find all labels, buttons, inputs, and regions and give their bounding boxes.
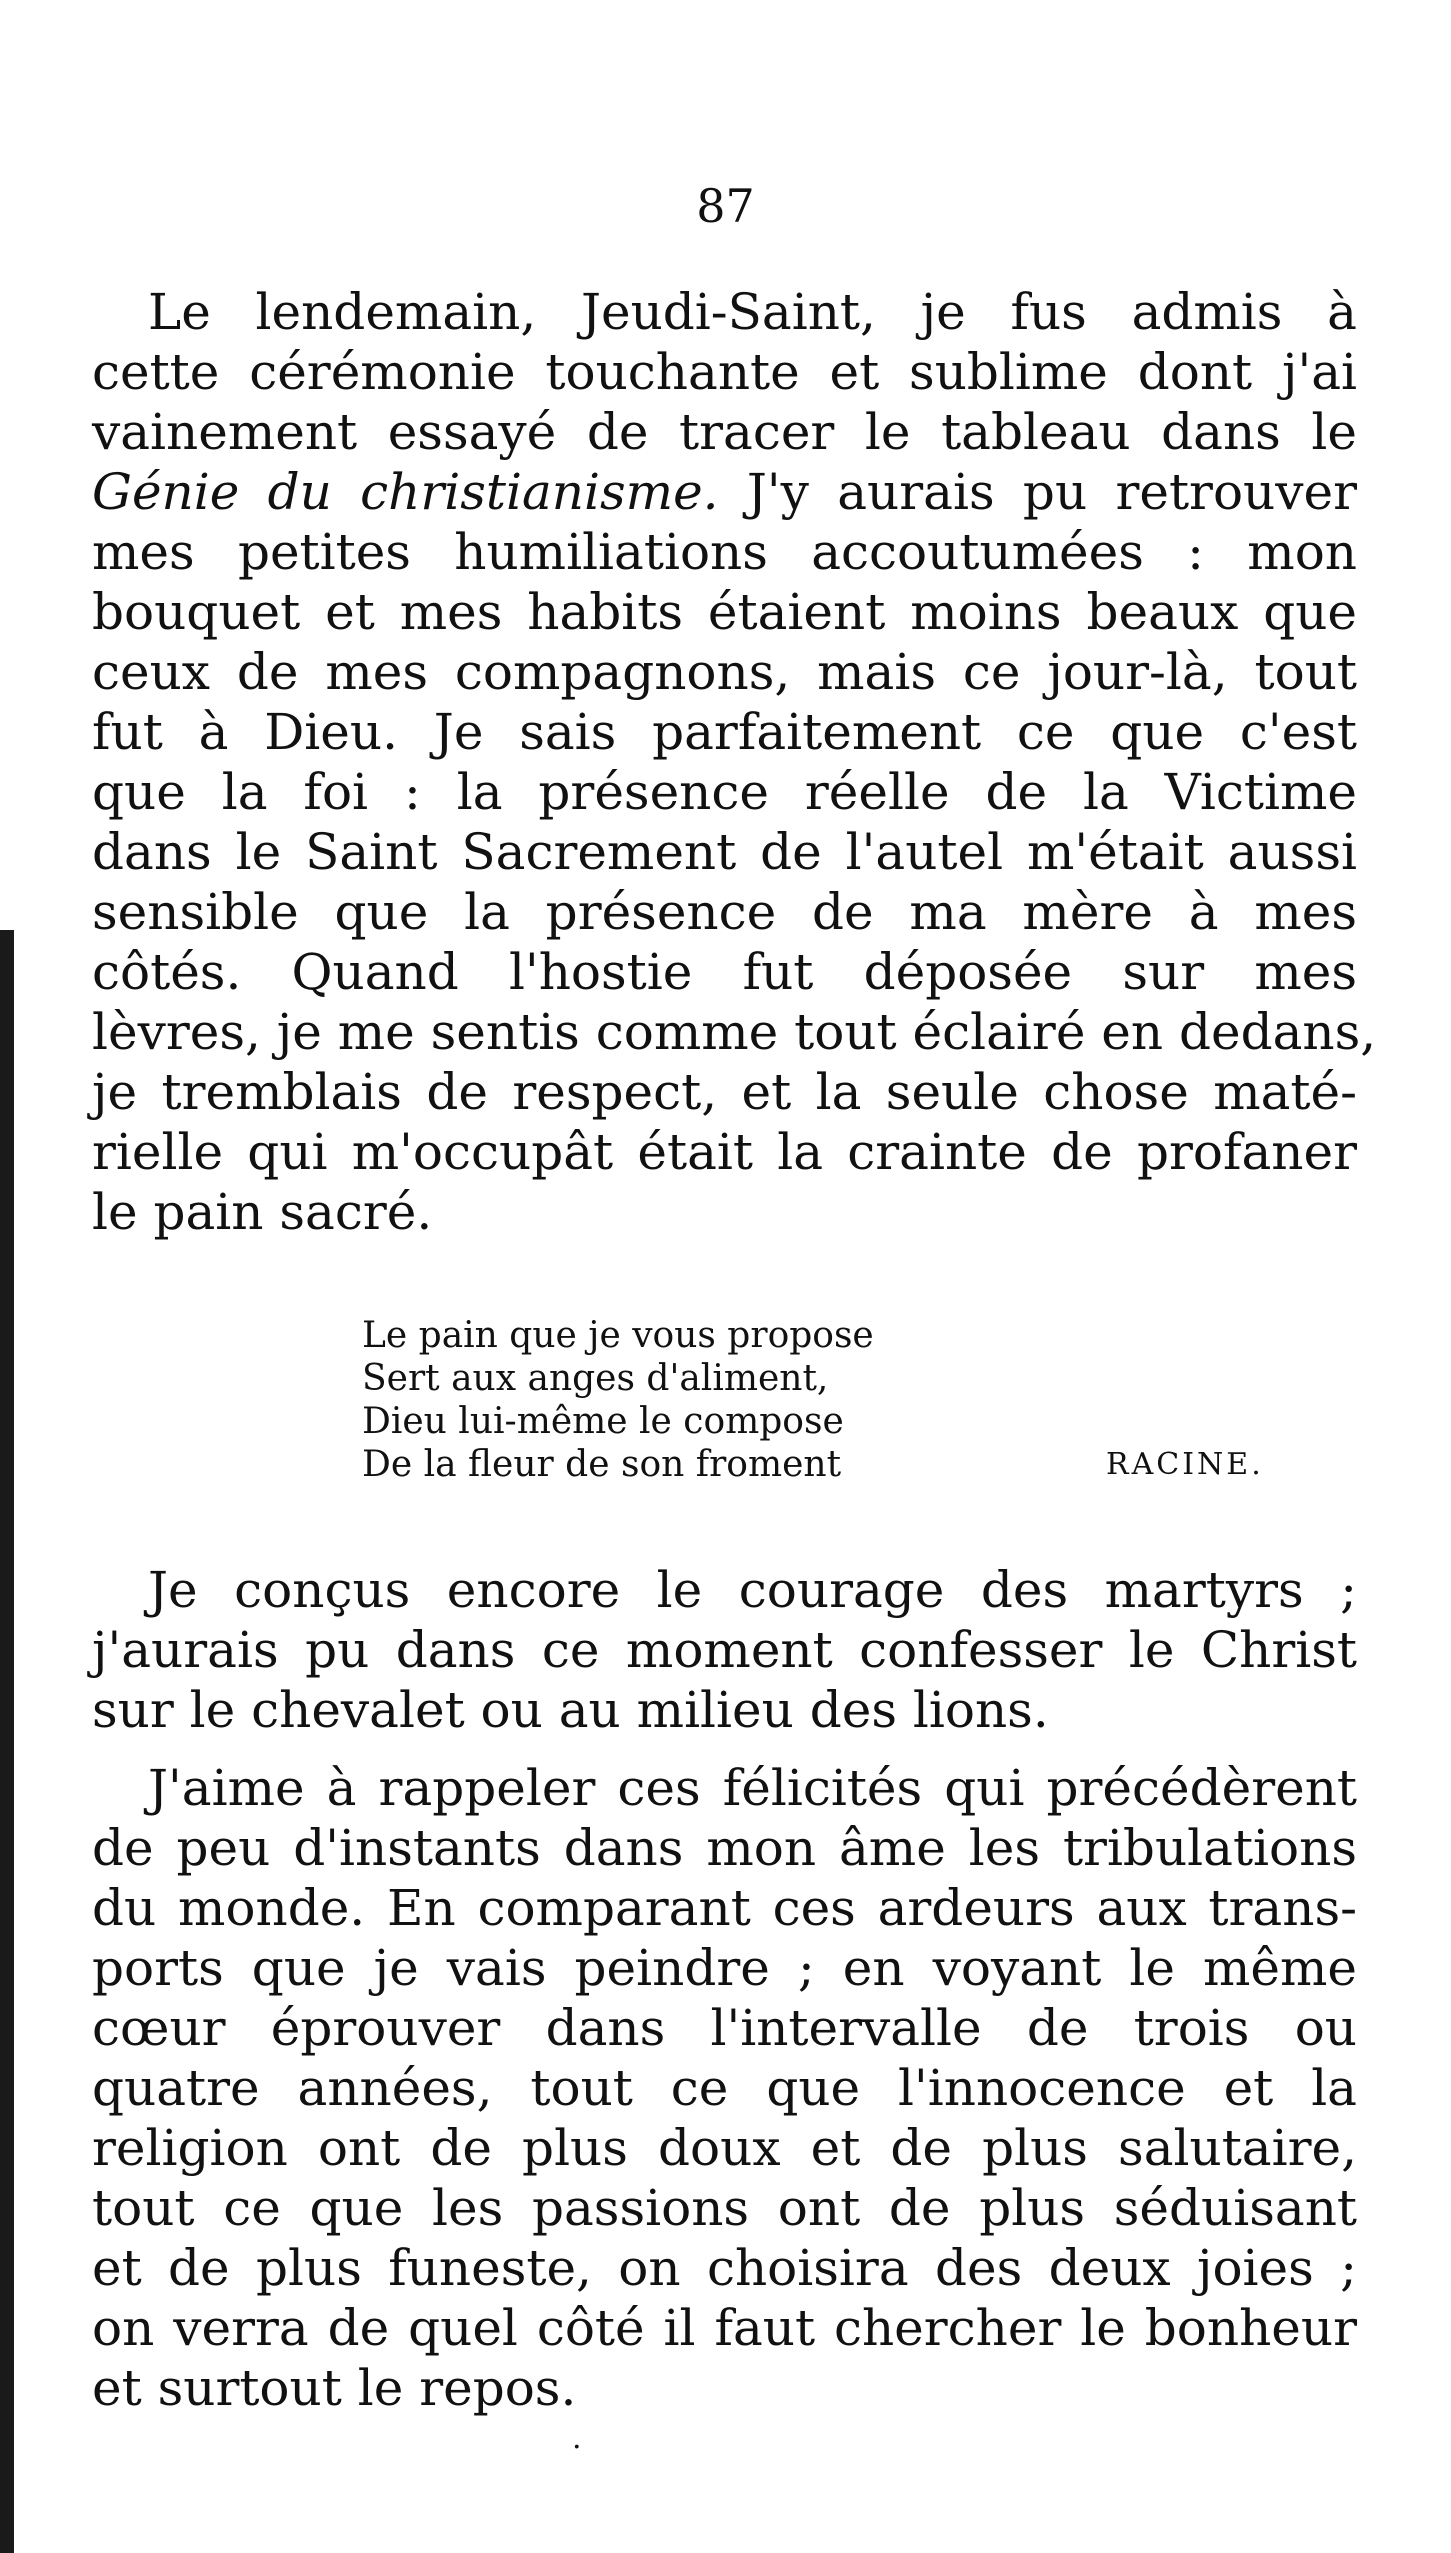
page-edge-shadow [0, 930, 14, 2553]
text-line: de peu d'instants dans mon âme les tribulations [92, 1819, 1357, 1877]
text-line-with-title [92, 462, 1357, 522]
text-line: vainement essayé de tracer le tableau dans le [92, 403, 1357, 461]
text-line: tout ce que les passions ont de plus séduisant [92, 2179, 1357, 2237]
text-line: du monde. En comparant ces ardeurs aux trans- [92, 1879, 1357, 1937]
text-line: J'aime à rappeler ces félicités qui précédèrent [148, 1759, 1357, 1817]
text-line: rielle qui m'occupât était la crainte de profaner [92, 1123, 1357, 1181]
page-number: 87 [696, 179, 755, 233]
paragraph-1 [92, 282, 1377, 1242]
verse-attribution: RACINE. [1106, 1447, 1264, 1482]
text-line: quatre années, tout ce que l'innocence et la [92, 2059, 1357, 2117]
verse-line: Le pain que je vous propose [362, 1315, 874, 1356]
text-line: mes petites humiliations accoutumées : mon [92, 523, 1357, 581]
verse-line: Sert aux anges d'aliment, [362, 1358, 829, 1399]
verse-line: De la fleur de son froment [362, 1444, 842, 1485]
text-line: ports que je vais peindre ; en voyant le même [92, 1939, 1357, 1997]
text-line: côtés. Quand l'hostie fut déposée sur mes [92, 943, 1357, 1001]
text-line: sur le chevalet ou au milieu des lions. [92, 1681, 1049, 1739]
text-line: cette cérémonie touchante et sublime dont j'ai [92, 343, 1357, 401]
text-line: j'aurais pu dans ce moment confesser le Christ [92, 1621, 1357, 1679]
text-line: on verra de quel côté il faut chercher le bonheur [92, 2299, 1357, 2357]
text-line: cœur éprouver dans l'intervalle de trois ou [92, 1999, 1357, 2057]
verse-line: Dieu lui-même le compose [362, 1401, 844, 1442]
text-line: et surtout le repos. [92, 2359, 577, 2417]
book-title: Génie du christianisme. [92, 463, 719, 521]
text-line: je tremblais de respect, et la seule chose maté- [92, 1063, 1357, 1121]
text-line: et de plus funeste, on choisira des deux joies ; [92, 2239, 1357, 2297]
text-fragment: J'y aurais pu retrouver [746, 463, 1357, 521]
text-line: le pain sacré. [92, 1183, 433, 1241]
text-line: Je conçus encore le courage des martyrs ; [148, 1561, 1357, 1619]
text-line: sensible que la présence de ma mère à mes [92, 883, 1357, 941]
paragraph-2 [92, 1560, 1357, 1740]
text-line: ceux de mes compagnons, mais ce jour-là, tout [92, 643, 1357, 701]
text-line: que la foi : la présence réelle de la Victime [92, 763, 1357, 821]
end-mark: . [572, 2421, 582, 2456]
text-line: religion ont de plus doux et de plus salutaire, [92, 2119, 1357, 2177]
text-line: lèvres, je me sentis comme tout éclairé en dedans, [92, 1003, 1377, 1061]
text-line: fut à Dieu. Je sais parfaitement ce que c'est [92, 703, 1357, 761]
text-line: Le lendemain, Jeudi-Saint, je fus admis à [148, 283, 1357, 341]
text-line: dans le Saint Sacrement de l'autel m'était aussi [92, 823, 1357, 881]
paragraph-3 [92, 1758, 1357, 2418]
text-line: bouquet et mes habits étaient moins beaux que [92, 583, 1357, 641]
